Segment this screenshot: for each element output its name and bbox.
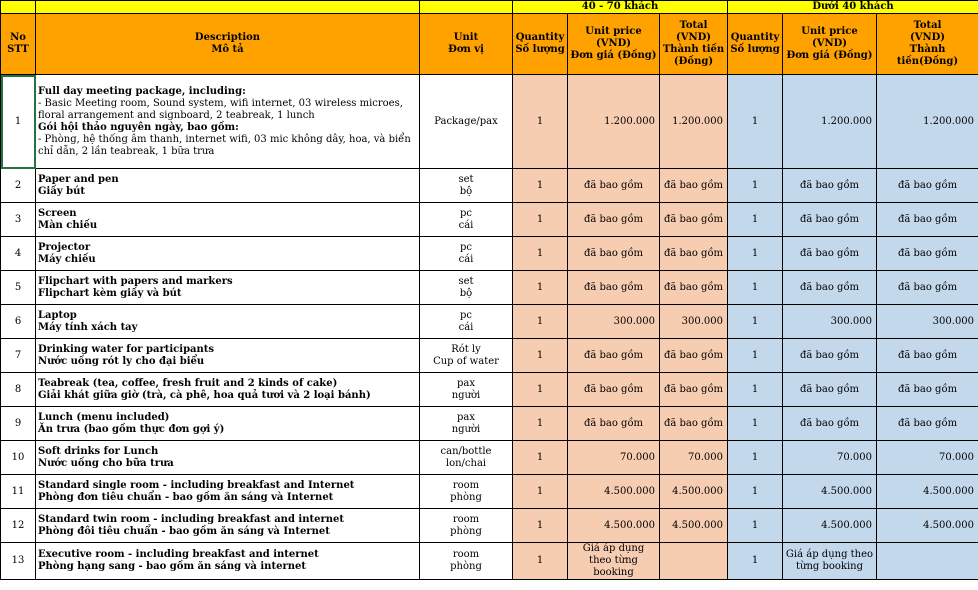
row-number[interactable]: 2 xyxy=(1,169,36,203)
unit-line: pax xyxy=(456,377,475,389)
description-line: Phòng đơn tiêu chuẩn - bao gồm ăn sáng và Internet xyxy=(38,491,334,503)
description-line: Máy chiếu xyxy=(38,253,96,265)
unit-price-40-70[interactable]: 70.000 xyxy=(568,441,660,475)
unit-line: pc xyxy=(459,309,472,321)
description-line: Paper and pen xyxy=(38,173,119,185)
unit-price-under-40[interactable]: đã bao gồm xyxy=(783,169,877,203)
description-cell[interactable] xyxy=(36,75,420,169)
quantity-under-40[interactable]: 1 xyxy=(728,75,783,169)
unit-price-under-40[interactable]: đã bao gồm xyxy=(783,203,877,237)
unit-line: Package/pax xyxy=(434,115,498,127)
quantity-under-40[interactable]: 1 xyxy=(728,271,783,305)
header-stt[interactable]: No STT xyxy=(1,14,36,75)
unit-cell[interactable] xyxy=(420,305,513,339)
unit-price-40-70[interactable]: đã bao gồm xyxy=(568,169,660,203)
table-row xyxy=(1,237,978,271)
quantity-under-40[interactable]: 1 xyxy=(728,543,783,580)
description-line: Gói hội thảo nguyên ngày, bao gồm: xyxy=(38,121,239,133)
quantity-under-40[interactable]: 1 xyxy=(728,339,783,373)
unit-price-under-40[interactable]: 300.000 xyxy=(783,305,877,339)
total-under-40[interactable]: 1.200.000 xyxy=(877,75,978,169)
table-row xyxy=(1,475,978,509)
unit-cell[interactable] xyxy=(420,339,513,373)
quantity-40-70[interactable]: 1 xyxy=(513,339,568,373)
row-number[interactable]: 3 xyxy=(1,203,36,237)
quantity-40-70[interactable]: 1 xyxy=(513,271,568,305)
row-number[interactable]: 7 xyxy=(1,339,36,373)
header-total-1[interactable]: Total (VND) Thành tiền (Đồng) xyxy=(660,14,728,75)
unit-price-under-40[interactable]: đã bao gồm xyxy=(783,339,877,373)
description-line: Ăn trưa (bao gồm thực đơn gợi ý) xyxy=(38,423,225,435)
row-number[interactable]: 9 xyxy=(1,407,36,441)
unit-cell[interactable] xyxy=(420,543,513,580)
unit-line: cái xyxy=(458,219,474,231)
unit-cell[interactable] xyxy=(420,271,513,305)
total-under-40[interactable]: đã bao gồm xyxy=(877,203,978,237)
unit-line: phòng xyxy=(450,561,482,572)
unit-price-40-70[interactable]: Giá áp dụng theo từng booking xyxy=(568,543,660,580)
description-line: Drinking water for participants xyxy=(38,343,215,355)
table-row xyxy=(1,543,978,580)
unit-line: lon/chai xyxy=(445,457,487,469)
description-line: Phòng đôi tiêu chuẩn - bao gồm ăn sáng và Internet xyxy=(38,525,330,537)
total-under-40[interactable]: đã bao gồm xyxy=(877,271,978,305)
description-line: Giấy bút xyxy=(38,185,85,197)
total-40-70[interactable]: 4.500.000 xyxy=(660,475,728,509)
description-cell[interactable] xyxy=(36,441,420,475)
column-header-row xyxy=(1,14,978,75)
total-40-70[interactable]: 4.500.000 xyxy=(660,509,728,543)
header-unit[interactable]: Unit Đơn vị xyxy=(420,14,513,75)
total-under-40[interactable]: 4.500.000 xyxy=(877,475,978,509)
table-row xyxy=(1,339,978,373)
table-row xyxy=(1,305,978,339)
unit-line: room xyxy=(452,479,480,491)
unit-line: set xyxy=(458,275,474,287)
unit-cell[interactable] xyxy=(420,441,513,475)
unit-cell[interactable] xyxy=(420,203,513,237)
total-under-40[interactable] xyxy=(877,543,978,580)
total-under-40[interactable]: đã bao gồm xyxy=(877,237,978,271)
total-under-40[interactable]: 300.000 xyxy=(877,305,978,339)
quantity-40-70[interactable]: 1 xyxy=(513,543,568,580)
description-cell[interactable] xyxy=(36,373,420,407)
unit-price-under-40[interactable]: đã bao gồm xyxy=(783,271,877,305)
quantity-under-40[interactable]: 1 xyxy=(728,169,783,203)
unit-cell[interactable] xyxy=(420,75,513,169)
table-row xyxy=(1,509,978,543)
quantity-under-40[interactable]: 1 xyxy=(728,373,783,407)
unit-price-under-40[interactable]: 1.200.000 xyxy=(783,75,877,169)
description-line: Nước uống cho bữa trưa xyxy=(38,457,174,469)
quantity-40-70[interactable]: 1 xyxy=(513,203,568,237)
description-cell[interactable] xyxy=(36,475,420,509)
header-unit-price-1[interactable]: Unit price (VND) Đơn giá (Đồng) xyxy=(568,14,660,75)
unit-price-under-40[interactable]: đã bao gồm xyxy=(783,237,877,271)
quantity-40-70[interactable]: 1 xyxy=(513,407,568,441)
description-cell[interactable] xyxy=(36,509,420,543)
total-40-70[interactable] xyxy=(660,543,728,580)
unit-price-40-70[interactable]: đã bao gồm xyxy=(568,237,660,271)
unit-line: room xyxy=(452,549,480,560)
blank-cell[interactable] xyxy=(420,1,513,14)
quantity-40-70[interactable]: 1 xyxy=(513,305,568,339)
quantity-40-70[interactable]: 1 xyxy=(513,373,568,407)
unit-cell[interactable] xyxy=(420,407,513,441)
description-line: Phòng hạng sang - bao gồm ăn sáng và internet xyxy=(38,561,306,572)
quantity-40-70[interactable]: 1 xyxy=(513,237,568,271)
description-line: - Phòng, hệ thống âm thanh, internet wifi, 03 mic không dây, hoa, và biển chỉ dẫn, 2 lần teabreak, 1 bữa trưa xyxy=(38,133,411,157)
quantity-40-70[interactable]: 1 xyxy=(513,75,568,169)
total-under-40[interactable]: đã bao gồm xyxy=(877,169,978,203)
description-cell[interactable] xyxy=(36,271,420,305)
description-line: Screen xyxy=(38,207,77,219)
unit-price-40-70[interactable]: 4.500.000 xyxy=(568,509,660,543)
total-40-70[interactable]: 1.200.000 xyxy=(660,75,728,169)
quantity-under-40[interactable]: 1 xyxy=(728,509,783,543)
unit-cell[interactable] xyxy=(420,169,513,203)
description-line: Lunch (menu included) xyxy=(38,411,170,423)
table-row xyxy=(1,373,978,407)
quantity-40-70[interactable]: 1 xyxy=(513,475,568,509)
row-number[interactable]: 6 xyxy=(1,305,36,339)
quantity-under-40[interactable]: 1 xyxy=(728,475,783,509)
quantity-40-70[interactable]: 1 xyxy=(513,441,568,475)
unit-line: room xyxy=(452,513,480,525)
row-number[interactable]: 12 xyxy=(1,509,36,543)
unit-line: người xyxy=(451,423,481,435)
group-header-40-70[interactable]: 40 - 70 khách xyxy=(513,1,728,14)
row-number[interactable]: 4 xyxy=(1,237,36,271)
unit-line: cái xyxy=(458,253,474,265)
description-line: Soft drinks for Lunch xyxy=(38,445,159,457)
unit-line: can/bottle xyxy=(440,445,492,457)
table-row xyxy=(1,407,978,441)
description-line: Máy tính xách tay xyxy=(38,321,138,333)
description-line: Teabreak (tea, coffee, fresh fruit and 2 kinds of cake) xyxy=(38,377,338,389)
unit-line: pax xyxy=(456,411,475,423)
unit-price-40-70[interactable]: 4.500.000 xyxy=(568,475,660,509)
quantity-under-40[interactable]: 1 xyxy=(728,441,783,475)
table-row xyxy=(1,441,978,475)
total-under-40[interactable]: 70.000 xyxy=(877,441,978,475)
description-cell[interactable] xyxy=(36,203,420,237)
quantity-under-40[interactable]: 1 xyxy=(728,407,783,441)
description-line: Executive room - including breakfast and internet xyxy=(38,549,319,560)
row-number[interactable]: 10 xyxy=(1,441,36,475)
unit-price-under-40[interactable]: 70.000 xyxy=(783,441,877,475)
table-row xyxy=(1,169,978,203)
description-cell[interactable] xyxy=(36,169,420,203)
header-total-2[interactable]: Total (VND) Thành tiền(Đồng) xyxy=(877,14,978,75)
unit-price-under-40[interactable]: 4.500.000 xyxy=(783,509,877,543)
description-line: Laptop xyxy=(38,309,77,321)
unit-price-40-70[interactable]: đã bao gồm xyxy=(568,339,660,373)
description-line: - Basic Meeting room, Sound system, wifi internet, 03 wireless microes, floral arrangement and signboard, 2 teabreak, 1 lunch xyxy=(38,97,403,121)
unit-line: Rót ly xyxy=(451,343,481,355)
unit-price-40-70[interactable]: 300.000 xyxy=(568,305,660,339)
row-number[interactable]: 1 xyxy=(1,75,36,169)
unit-line: cái xyxy=(458,321,474,333)
quantity-under-40[interactable]: 1 xyxy=(728,237,783,271)
description-line: Flipchart with papers and markers xyxy=(38,275,233,287)
total-under-40[interactable]: 4.500.000 xyxy=(877,509,978,543)
description-line: Full day meeting package, including: xyxy=(38,85,246,97)
group-header-under-40[interactable]: Dưới 40 khách xyxy=(728,1,978,14)
total-40-70[interactable]: đã bao gồm xyxy=(660,237,728,271)
unit-line: set xyxy=(458,173,474,185)
total-under-40[interactable]: đã bao gồm xyxy=(877,407,978,441)
unit-line: Cup of water xyxy=(433,355,499,367)
header-unit-price-2[interactable]: Unit price (VND) Đơn giá (Đồng) xyxy=(783,14,877,75)
unit-line: bộ xyxy=(459,185,473,197)
unit-cell[interactable] xyxy=(420,475,513,509)
description-cell[interactable] xyxy=(36,305,420,339)
description-line: Projector xyxy=(38,241,91,253)
unit-price-under-40[interactable]: đã bao gồm xyxy=(783,373,877,407)
unit-price-40-70[interactable]: đã bao gồm xyxy=(568,271,660,305)
unit-price-under-40[interactable]: 4.500.000 xyxy=(783,475,877,509)
row-number[interactable]: 13 xyxy=(1,543,36,580)
row-number[interactable]: 11 xyxy=(1,475,36,509)
description-line: Standard single room - including breakfast and Internet xyxy=(38,479,355,491)
header-description[interactable]: Description Mô tả xyxy=(36,14,420,75)
unit-line: bộ xyxy=(459,287,473,299)
group-header-row xyxy=(1,1,978,14)
unit-line: phòng xyxy=(450,491,482,503)
quantity-40-70[interactable]: 1 xyxy=(513,509,568,543)
unit-line: pc xyxy=(459,207,472,219)
unit-price-under-40[interactable]: đã bao gồm xyxy=(783,407,877,441)
description-line: Màn chiếu xyxy=(38,219,98,231)
row-number[interactable]: 8 xyxy=(1,373,36,407)
unit-price-40-70[interactable]: đã bao gồm xyxy=(568,203,660,237)
total-under-40[interactable]: đã bao gồm xyxy=(877,339,978,373)
row-number[interactable]: 5 xyxy=(1,271,36,305)
quantity-under-40[interactable]: 1 xyxy=(728,305,783,339)
description-line: Flipchart kèm giấy và bút xyxy=(38,287,182,299)
total-40-70[interactable]: đã bao gồm xyxy=(660,271,728,305)
quantity-40-70[interactable]: 1 xyxy=(513,169,568,203)
unit-cell[interactable] xyxy=(420,373,513,407)
description-line: Standard twin room - including breakfast and internet xyxy=(38,513,344,525)
unit-line: người xyxy=(451,389,481,401)
table-row xyxy=(1,203,978,237)
total-40-70[interactable]: 300.000 xyxy=(660,305,728,339)
total-40-70[interactable]: 70.000 xyxy=(660,441,728,475)
total-40-70[interactable]: đã bao gồm xyxy=(660,203,728,237)
total-40-70[interactable]: đã bao gồm xyxy=(660,169,728,203)
unit-price-40-70[interactable]: đã bao gồm xyxy=(568,407,660,441)
unit-cell[interactable] xyxy=(420,237,513,271)
unit-cell[interactable] xyxy=(420,509,513,543)
quantity-under-40[interactable]: 1 xyxy=(728,203,783,237)
header-quantity-1[interactable]: Quantity Số lượng xyxy=(513,14,568,75)
total-40-70[interactable]: đã bao gồm xyxy=(660,373,728,407)
description-line: Nước uống rót ly cho đại biểu xyxy=(38,355,205,367)
unit-price-40-70[interactable]: 1.200.000 xyxy=(568,75,660,169)
corner-cell[interactable] xyxy=(1,1,36,14)
blank-cell[interactable] xyxy=(36,1,420,14)
table-row xyxy=(1,75,978,169)
table-row xyxy=(1,271,978,305)
unit-line: pc xyxy=(459,241,472,253)
total-40-70[interactable]: đã bao gồm xyxy=(660,407,728,441)
unit-price-under-40[interactable]: Giá áp dụng theo từng booking xyxy=(783,543,877,580)
description-cell[interactable] xyxy=(36,237,420,271)
description-line: Giải khát giữa giờ (trà, cà phê, hoa quả tươi và 2 loại bánh) xyxy=(38,389,371,401)
total-40-70[interactable]: đã bao gồm xyxy=(660,339,728,373)
unit-line: phòng xyxy=(450,525,482,537)
description-cell[interactable] xyxy=(36,339,420,373)
description-cell[interactable] xyxy=(36,543,420,580)
header-quantity-2[interactable]: Quantity Số lượng xyxy=(728,14,783,75)
unit-price-40-70[interactable]: đã bao gồm xyxy=(568,373,660,407)
description-cell[interactable] xyxy=(36,407,420,441)
total-under-40[interactable]: đã bao gồm xyxy=(877,373,978,407)
